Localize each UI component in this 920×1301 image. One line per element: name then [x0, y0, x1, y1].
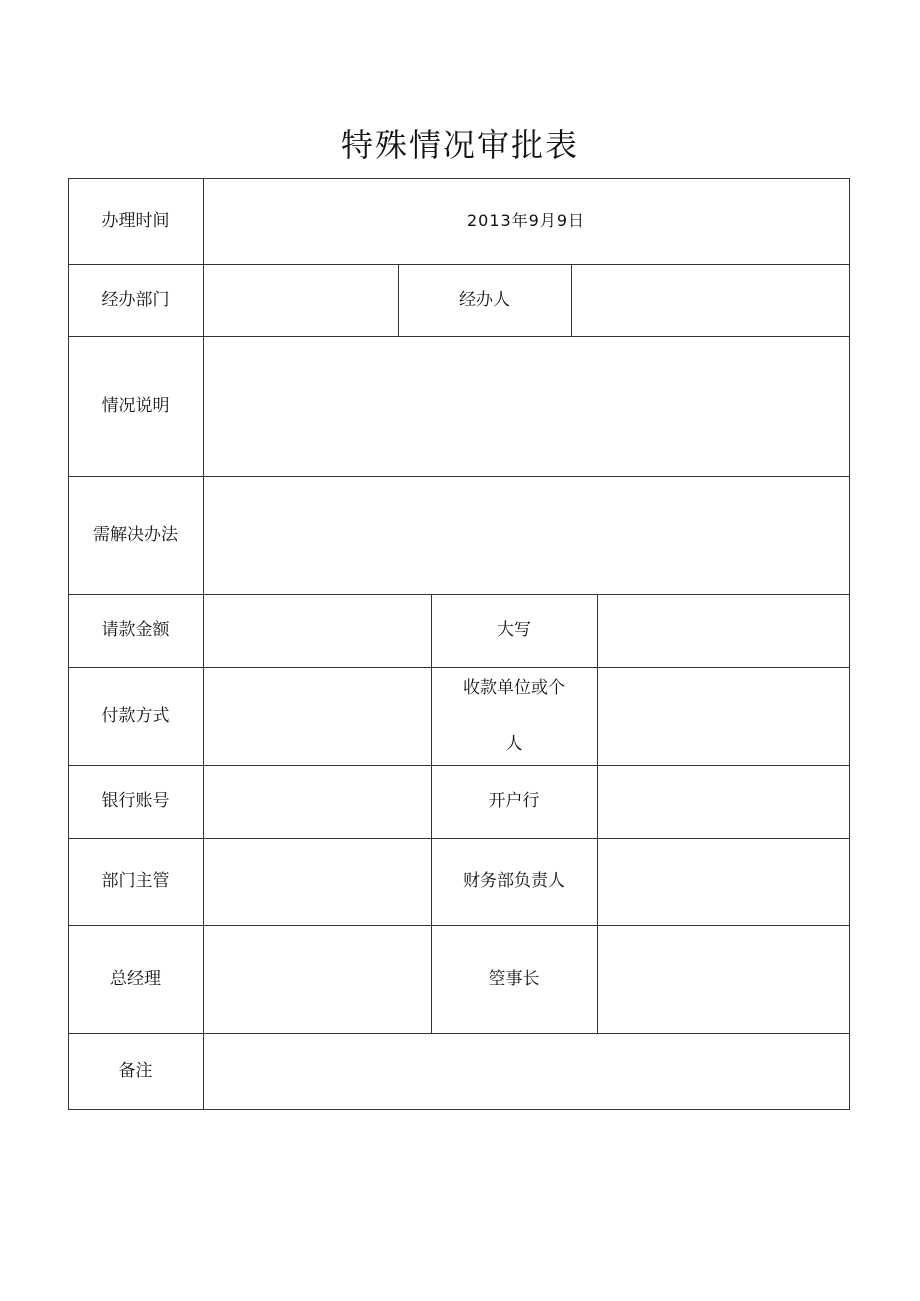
uppercase-amount-field[interactable] [598, 595, 849, 667]
department-label: 经办部门 [101, 289, 170, 310]
remarks-label: 备注 [118, 1060, 153, 1081]
handle-time-label: 办理时间 [101, 210, 170, 231]
general-manager-label: 总经理 [110, 968, 161, 989]
handler-field[interactable] [572, 265, 849, 336]
solution-field[interactable] [204, 477, 849, 594]
bank-account-label: 银行账号 [101, 791, 170, 812]
bank-branch-label: 开户行 [488, 791, 540, 812]
table-border-bottom [68, 1109, 850, 1110]
remarks-field[interactable] [204, 1034, 849, 1109]
payment-method-field[interactable] [204, 668, 431, 765]
uppercase-amount-label: 大写 [497, 620, 531, 641]
form-title: 特殊情况审批表 [340, 126, 579, 164]
dept-supervisor-field[interactable] [204, 839, 431, 925]
department-field[interactable] [204, 265, 398, 336]
handler-label: 经办人 [459, 289, 510, 310]
dept-supervisor-label: 部门主管 [101, 871, 170, 892]
situation-field[interactable] [204, 337, 849, 476]
handle-time-value[interactable]: 2013年9月9日 [466, 211, 586, 231]
payee-label-line1: 收款单位或个 [463, 678, 565, 698]
bank-branch-field[interactable] [598, 766, 849, 838]
situation-label: 情况说明 [101, 395, 170, 416]
general-manager-field[interactable] [204, 926, 431, 1033]
payee-field[interactable] [598, 668, 849, 765]
finance-head-label: 财务部负责人 [463, 871, 565, 892]
bank-account-field[interactable] [204, 766, 431, 838]
chairman-field[interactable] [598, 926, 849, 1033]
finance-head-field[interactable] [598, 839, 849, 925]
amount-label: 请款金额 [101, 620, 170, 641]
chairman-label: 箜事长 [488, 968, 540, 989]
payee-label [431, 667, 597, 765]
payment-method-label: 付款方式 [101, 705, 170, 726]
solution-label: 需解决办法 [93, 524, 178, 545]
amount-field[interactable] [204, 595, 431, 667]
table-border-right [849, 178, 850, 1110]
payee-label-line2: 人 [505, 734, 523, 754]
